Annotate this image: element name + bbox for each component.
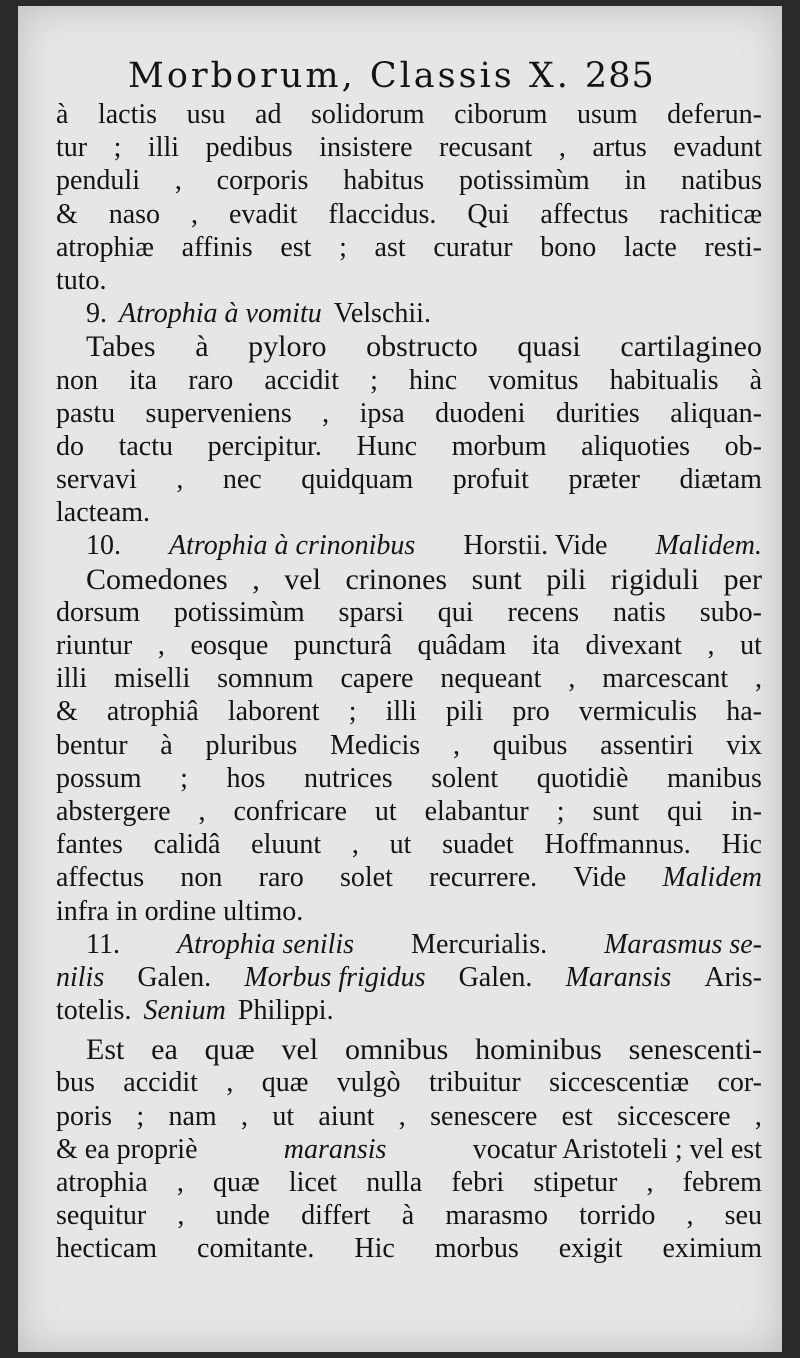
word: , xyxy=(322,397,330,429)
word: qui xyxy=(437,596,474,628)
word: recurrere. xyxy=(429,862,538,894)
word: bentur xyxy=(56,729,128,761)
word: potissimùm xyxy=(173,596,305,628)
word: ad xyxy=(255,99,282,130)
word: febrem xyxy=(682,1167,762,1198)
word: do xyxy=(56,430,84,462)
word: natibus xyxy=(681,165,762,197)
word: marcescant xyxy=(602,663,729,695)
italic-word: Maransis xyxy=(565,961,672,993)
word: ob- xyxy=(724,430,762,462)
word: vel xyxy=(284,562,321,596)
word: vulgò xyxy=(336,1067,401,1099)
word: solent xyxy=(431,762,499,794)
word: præter xyxy=(568,464,640,496)
italic-word: Malidem xyxy=(662,862,762,894)
word: ipsa xyxy=(359,397,405,429)
word: febri xyxy=(451,1167,505,1198)
word: somnum xyxy=(217,663,314,695)
italic-word: Atrophia à crinonibus xyxy=(169,530,416,562)
text-line xyxy=(56,164,762,197)
word: tribuitur xyxy=(428,1067,521,1099)
word: vel xyxy=(281,1033,319,1067)
word: quâdam xyxy=(417,630,507,661)
word: elabantur xyxy=(424,795,529,827)
word: , xyxy=(157,630,165,661)
word: habitus xyxy=(343,165,425,197)
word: Hic xyxy=(354,1233,395,1265)
word: ut xyxy=(740,630,762,661)
word: est xyxy=(561,1100,593,1132)
word: infra in ordine ultimo. xyxy=(56,895,304,927)
word: eosque xyxy=(190,630,269,661)
word: atrophiâ xyxy=(106,696,199,728)
word: bus xyxy=(56,1067,95,1099)
word: & ea propriè xyxy=(56,1133,198,1165)
word: percipitur. xyxy=(207,430,322,462)
word: recens xyxy=(507,596,580,628)
word: lacte xyxy=(623,231,677,263)
word: 11. xyxy=(86,928,120,960)
word: differt xyxy=(301,1200,371,1232)
book-page xyxy=(18,6,782,1352)
text-line xyxy=(56,1066,762,1099)
entry-heading-line xyxy=(56,529,762,562)
text-line xyxy=(56,231,762,264)
word: marasmo xyxy=(445,1200,548,1232)
word: ; xyxy=(113,132,122,164)
word: ; xyxy=(348,696,357,728)
word: , xyxy=(558,132,566,164)
word: , xyxy=(686,1200,694,1232)
word: morbum xyxy=(451,430,547,462)
word: Hunc xyxy=(356,430,418,462)
word: artus xyxy=(592,132,647,164)
word: , xyxy=(176,464,184,496)
word: pastu xyxy=(56,397,116,429)
body-text xyxy=(56,98,762,1266)
word: pro xyxy=(512,696,550,728)
word: illi xyxy=(385,696,417,728)
word: assentiri xyxy=(600,729,694,761)
text-line xyxy=(56,1199,762,1232)
word: duodeni xyxy=(435,397,526,429)
word: Velschii. xyxy=(333,298,431,330)
word: , xyxy=(226,1067,234,1099)
word: ea xyxy=(151,1033,178,1067)
word: vocatur Aristoteli ; vel est xyxy=(472,1133,762,1165)
word: tuto. xyxy=(56,264,107,296)
word: Qui xyxy=(467,198,510,230)
word: non xyxy=(56,364,98,396)
word: usum xyxy=(576,99,638,130)
word: morbus xyxy=(434,1233,519,1265)
word: aiunt xyxy=(318,1100,375,1132)
word: superveniens xyxy=(145,397,292,429)
word: per xyxy=(723,562,762,596)
word: ut xyxy=(389,829,412,861)
text-line xyxy=(56,397,762,430)
word: stipetur xyxy=(533,1167,618,1198)
word: , xyxy=(452,729,460,761)
word: lacteam. xyxy=(56,497,151,529)
word: nulla xyxy=(366,1167,423,1198)
text-line xyxy=(56,1166,762,1199)
italic-word: Senium xyxy=(143,995,226,1027)
word: curatur xyxy=(433,231,513,263)
text-line xyxy=(56,1232,762,1265)
text-line xyxy=(56,994,762,1027)
word: subo- xyxy=(699,596,762,628)
header-title: Morborum, Classis X. xyxy=(128,56,571,96)
text-line xyxy=(56,264,762,297)
word: quæ xyxy=(213,1167,260,1198)
word: Comedones xyxy=(86,562,228,596)
word: quæ xyxy=(261,1067,309,1099)
word: nutrices xyxy=(304,762,393,794)
word: eximium xyxy=(662,1233,762,1265)
word: siccescentiæ xyxy=(549,1067,690,1099)
word: Horstii. Vide xyxy=(463,530,608,562)
word: capere xyxy=(340,663,414,695)
word: non xyxy=(180,862,223,894)
word: à xyxy=(195,330,209,364)
word: hecticam xyxy=(56,1233,158,1265)
text-line xyxy=(56,563,762,596)
word: diætam xyxy=(679,464,762,496)
word: Hoffmannus. xyxy=(544,829,691,861)
word: , xyxy=(568,663,576,695)
word: evadunt xyxy=(673,132,762,164)
word: , xyxy=(252,562,260,596)
word: Medicis xyxy=(330,729,421,761)
italic-word: Morbus frigidus xyxy=(244,961,426,993)
word: Mercurialis. xyxy=(411,928,548,960)
word: totelis. xyxy=(56,995,132,1027)
text-line xyxy=(56,364,762,397)
text-line xyxy=(56,430,762,463)
text-line xyxy=(56,895,762,928)
word: lactis xyxy=(97,99,158,130)
word: à xyxy=(56,99,69,130)
word: , xyxy=(351,829,359,861)
word: bono xyxy=(540,231,597,263)
word: torrido xyxy=(579,1200,656,1232)
word: pluribus xyxy=(205,729,298,761)
word: servavi xyxy=(56,464,137,496)
word: atrophia xyxy=(56,1167,148,1198)
word: laborent xyxy=(227,696,320,728)
word: riuntur xyxy=(56,630,133,661)
word: ; xyxy=(180,762,188,794)
word: corporis xyxy=(216,165,309,197)
word: ; xyxy=(556,795,565,827)
text-line xyxy=(56,131,762,164)
word: , xyxy=(754,1100,762,1132)
word: Aris- xyxy=(704,961,762,993)
word: cor- xyxy=(717,1067,762,1099)
word: affectus xyxy=(56,862,145,894)
text-line xyxy=(56,1133,762,1166)
text-line xyxy=(56,496,762,529)
word: solidorum xyxy=(311,99,425,130)
word: exigit xyxy=(558,1233,623,1265)
text-line xyxy=(56,1033,762,1066)
word: accidit xyxy=(264,364,339,396)
word: seu xyxy=(724,1200,762,1232)
word: sparsi xyxy=(338,596,404,628)
word: pyloro xyxy=(248,330,327,364)
word: à xyxy=(749,364,762,396)
word: ita xyxy=(531,630,560,661)
word: Galen. xyxy=(137,961,212,993)
word: sequitur xyxy=(56,1200,147,1232)
word: qui xyxy=(667,795,703,827)
word: ; xyxy=(136,1100,145,1132)
word: divexant xyxy=(585,630,682,661)
word: puncturâ xyxy=(293,630,392,661)
text-line xyxy=(56,198,762,231)
word: vix xyxy=(726,729,762,761)
word: quasi xyxy=(517,330,581,364)
word: abstergere xyxy=(56,795,171,827)
word: licet xyxy=(288,1167,338,1198)
word: Philippi. xyxy=(237,995,334,1027)
entry-heading-line xyxy=(56,297,762,330)
word: quotidiè xyxy=(536,762,629,794)
word: natis xyxy=(612,596,666,628)
word: ut xyxy=(374,795,397,827)
word: ut xyxy=(272,1100,295,1132)
text-line xyxy=(56,629,762,662)
word: ; xyxy=(339,231,347,263)
italic-word: Marasmus se- xyxy=(604,928,762,960)
text-line xyxy=(56,463,762,496)
word: cartilagineo xyxy=(620,330,762,364)
word: tur xyxy=(56,132,88,164)
word: , xyxy=(198,795,206,827)
word: Est xyxy=(86,1033,125,1067)
word: Vide xyxy=(573,862,627,894)
word: crinones xyxy=(345,562,448,596)
word: Hic xyxy=(721,829,762,861)
word: est xyxy=(280,231,312,263)
word: à xyxy=(160,729,173,761)
word: calidâ xyxy=(153,829,221,861)
word: insistere xyxy=(319,132,413,164)
word: profuit xyxy=(452,464,529,496)
word: ita xyxy=(129,364,158,396)
word: hominibus xyxy=(475,1033,602,1067)
text-line xyxy=(56,729,762,762)
word: quibus xyxy=(492,729,568,761)
word: potissimùm xyxy=(458,165,590,197)
text-line xyxy=(56,961,762,994)
text-line xyxy=(56,330,762,363)
word: possum xyxy=(56,762,142,794)
word: suadet xyxy=(442,829,514,861)
word: deferun- xyxy=(667,99,762,130)
italic-word: Malidem. xyxy=(655,530,762,562)
entry-heading-line xyxy=(56,928,762,961)
word: pedibus xyxy=(205,132,293,164)
text-line xyxy=(56,98,762,131)
word: raro xyxy=(188,364,234,396)
word: quidquam xyxy=(301,464,414,496)
page-number: 285 xyxy=(584,56,655,96)
word: nec xyxy=(222,464,262,496)
word: , xyxy=(240,1100,248,1132)
word: sunt xyxy=(471,562,522,596)
word: in xyxy=(624,165,647,197)
word: habitualis xyxy=(609,364,719,396)
italic-word: Atrophia à vomitu xyxy=(119,298,322,330)
word: ast xyxy=(374,231,406,263)
word: affectus xyxy=(540,198,629,230)
word: comitante. xyxy=(197,1233,315,1265)
word: omnibus xyxy=(344,1033,449,1067)
word: dorsum xyxy=(56,596,140,628)
word: fantes xyxy=(56,829,123,861)
word: atrophiæ xyxy=(56,231,154,263)
word: illi xyxy=(56,663,88,695)
word: , xyxy=(398,1100,406,1132)
word: senescere xyxy=(430,1100,538,1132)
word: , xyxy=(174,165,182,197)
word: 10. xyxy=(86,530,121,562)
word: evadit xyxy=(228,198,298,230)
word: manibus xyxy=(667,762,762,794)
word: aliquoties xyxy=(581,430,691,462)
text-line xyxy=(56,762,762,795)
word: pili xyxy=(445,696,484,728)
word: ciborum xyxy=(454,99,548,130)
word: confricare xyxy=(233,795,347,827)
word: solet xyxy=(339,862,393,894)
word: & xyxy=(56,198,78,230)
italic-word: Atrophia senilis xyxy=(176,928,355,960)
word: nam xyxy=(168,1100,217,1132)
word: , xyxy=(191,198,199,230)
word: Galen. xyxy=(458,961,533,993)
word: & xyxy=(56,696,78,728)
word: in- xyxy=(730,795,762,827)
italic-word: nilis xyxy=(56,961,105,993)
word: obstructo xyxy=(366,330,478,364)
word: , xyxy=(754,663,762,695)
text-line xyxy=(56,795,762,828)
text-line xyxy=(56,828,762,861)
word: aliquan- xyxy=(670,397,762,429)
word: tactu xyxy=(118,430,173,462)
word: vermiculis xyxy=(578,696,698,728)
word: eluunt xyxy=(251,829,322,861)
running-header xyxy=(128,56,768,96)
text-line xyxy=(56,695,762,728)
text-line xyxy=(56,662,762,695)
word: recusant xyxy=(439,132,533,164)
word: affinis xyxy=(181,231,253,263)
text-line xyxy=(56,861,762,894)
word: resti- xyxy=(704,231,762,263)
word: pili xyxy=(546,562,587,596)
word: flaccidus. xyxy=(328,198,437,230)
word: rachiticæ xyxy=(659,198,762,230)
word: hos xyxy=(226,762,266,794)
word: , xyxy=(646,1167,654,1198)
word: siccescere xyxy=(617,1100,731,1132)
word: , xyxy=(177,1200,185,1232)
word: , xyxy=(707,630,715,661)
word: unde xyxy=(215,1200,270,1232)
italic-word: maransis xyxy=(283,1133,387,1165)
word: naso xyxy=(108,198,161,230)
word: hinc xyxy=(408,364,458,396)
word: quæ xyxy=(204,1033,255,1067)
word: senescenti- xyxy=(628,1033,762,1067)
word: miselli xyxy=(114,663,191,695)
word: ha- xyxy=(726,696,762,728)
text-line xyxy=(56,1100,762,1133)
word: sunt xyxy=(592,795,640,827)
word: accidit xyxy=(123,1067,198,1099)
word: usu xyxy=(186,99,226,130)
word: 9. xyxy=(86,298,107,330)
word: rigiduli xyxy=(610,562,700,596)
word: vomitus xyxy=(488,364,579,396)
word: ; xyxy=(370,364,378,396)
word: nequeant xyxy=(440,663,542,695)
word: durities xyxy=(555,397,640,429)
word: , xyxy=(176,1167,184,1198)
word: illi xyxy=(147,132,180,164)
word: penduli xyxy=(56,165,140,197)
word: poris xyxy=(56,1100,112,1132)
word: raro xyxy=(258,862,304,894)
word: à xyxy=(401,1200,415,1232)
text-line xyxy=(56,596,762,629)
word: Tabes xyxy=(86,330,156,364)
